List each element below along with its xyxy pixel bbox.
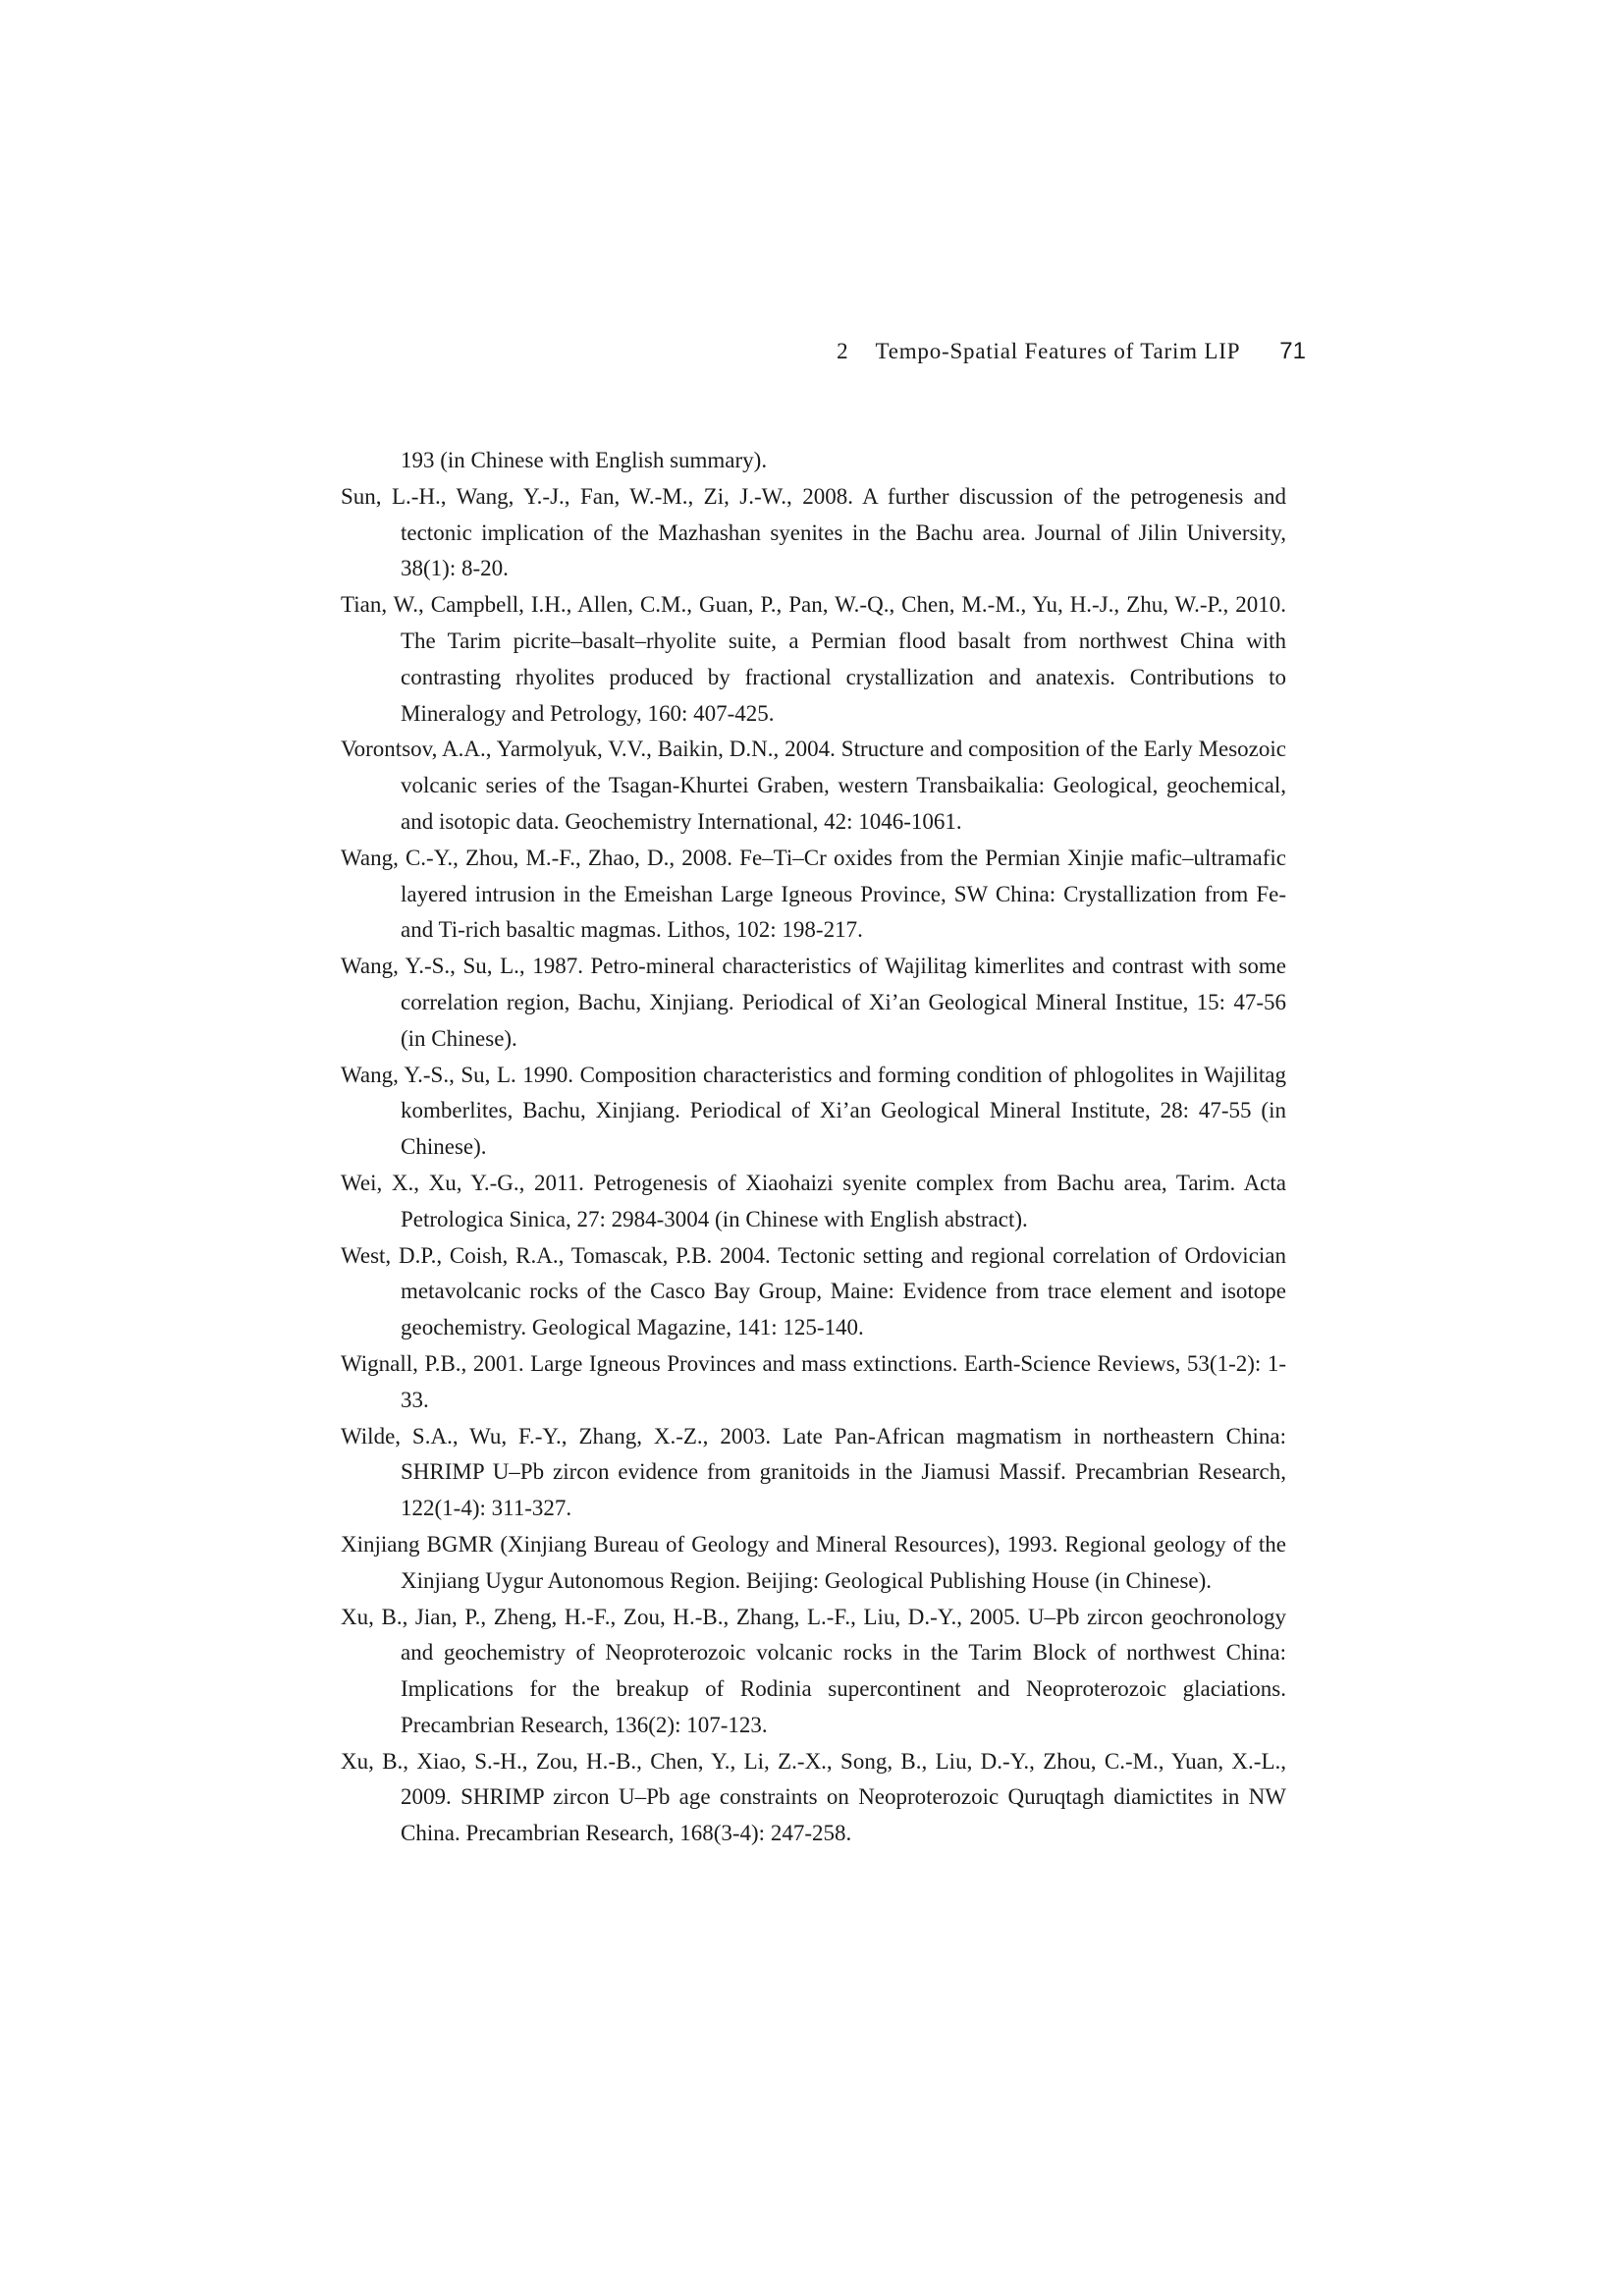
reference-entry: Wignall, P.B., 2001. Large Igneous Provinces and mass extinctions. Earth-Science Reviews, 53(1-2): 1-33. [341,1350,1286,1412]
reference-entry: Vorontsov, A.A., Yarmolyuk, V.V., Baikin, D.N., 2004. Structure and composition of the Early Mesozoic volcanic series of the Tsagan-Khurtei Graben, western Transbaikalia: Geological, geochemical, and isotopic data. Geochemistry International, 42: 1046-1061. [341,737,1286,834]
reference-entry: Wang, C.-Y., Zhou, M.-F., Zhao, D., 2008. Fe–Ti–Cr oxides from the Permian Xinjie mafic–ultramafic layered intrusion in the Emeishan Large Igneous Province, SW China: Crystallization from Fe- and Ti-rich basaltic magmas. Lithos, 102: 198-217. [341,845,1286,943]
running-head [341,335,1306,368]
chapter-number: 2 [837,339,849,363]
reference-entry-continuation: 193 (in Chinese with English summary). [401,448,768,472]
reference-entry: Xu, B., Jian, P., Zheng, H.-F., Zou, H.-B., Zhang, L.-F., Liu, D.-Y., 2005. U–Pb zircon geochronology and geochemistry of Neoproterozoic volcanic rocks in the Tarim Block of northwest China: Implications for the breakup of Rodinia supercontinent and Neoproterozoic glaciations. Precambrian Research, 136(2): 107-123. [341,1604,1286,1737]
reference-entry: Xu, B., Xiao, S.-H., Zou, H.-B., Chen, Y., Li, Z.-X., Song, B., Liu, D.-Y., Zhou, C.-M., Yuan, X.-L., 2009. SHRIMP zircon U–Pb age constraints on Neoproterozoic Quruqtagh diamictites in NW China. Precambrian Research, 168(3-4): 247-258. [341,1748,1286,1846]
reference-entry: Wang, Y.-S., Su, L. 1990. Composition characteristics and forming condition of phlogolites in Wajilitag komberlites, Bachu, Xinjiang. Periodical of Xi’an Geological Mineral Institute, 28: 47-55 (in Chinese). [341,1062,1286,1160]
chapter-title: Tempo-Spatial Features of Tarim LIP [875,339,1241,363]
reference-entry: Wilde, S.A., Wu, F.-Y., Zhang, X.-Z., 2003. Late Pan-African magmatism in northeastern China: SHRIMP U–Pb zircon evidence from granitoids in the Jiamusi Massif. Precambrian Research, 122(1-4): 311-327. [341,1423,1286,1521]
reference-entry: Sun, L.-H., Wang, Y.-J., Fan, W.-M., Zi, J.-W., 2008. A further discussion of the petrogenesis and tectonic implication of the Mazhashan syenites in the Bachu area. Journal of Jilin University, 38(1): 8-20. [341,483,1286,581]
reference-entry: West, D.P., Coish, R.A., Tomascak, P.B. 2004. Tectonic setting and regional correlation of Ordovician metavolcanic rocks of the Casco Bay Group, Maine: Evidence from trace element and isotope geochemistry. Geological Magazine, 141: 125-140. [341,1242,1286,1340]
references-list [341,443,1286,1852]
reference-entry: Xinjiang BGMR (Xinjiang Bureau of Geology and Mineral Resources), 1993. Regional geology of the Xinjiang Uygur Autonomous Region. Beijing: Geological Publishing House (in Chinese). [341,1531,1286,1593]
page-number: 71 [1279,338,1306,364]
reference-entry: Wang, Y.-S., Su, L., 1987. Petro-mineral characteristics of Wajilitag kimerlites and contrast with some correlation region, Bachu, Xinjiang. Periodical of Xi’an Geological Mineral Institue, 15: 47-56 (in Chinese). [341,954,1286,1051]
reference-entry: Wei, X., Xu, Y.-G., 2011. Petrogenesis of Xiaohaizi syenite complex from Bachu area, Tarim. Acta Petrologica Sinica, 27: 2984-3004 (in Chinese with English abstract). [341,1170,1286,1231]
reference-entry: Tian, W., Campbell, I.H., Allen, C.M., Guan, P., Pan, W.-Q., Chen, M.-M., Yu, H.-J., Zhu, W.-P., 2010. The Tarim picrite–basalt–rhyolite suite, a Permian flood basalt from northwest China with contrasting rhyolites produced by fractional crystallization and anatexis. Contributions to Mineralogy and Petrology, 160: 407-425. [341,592,1286,726]
